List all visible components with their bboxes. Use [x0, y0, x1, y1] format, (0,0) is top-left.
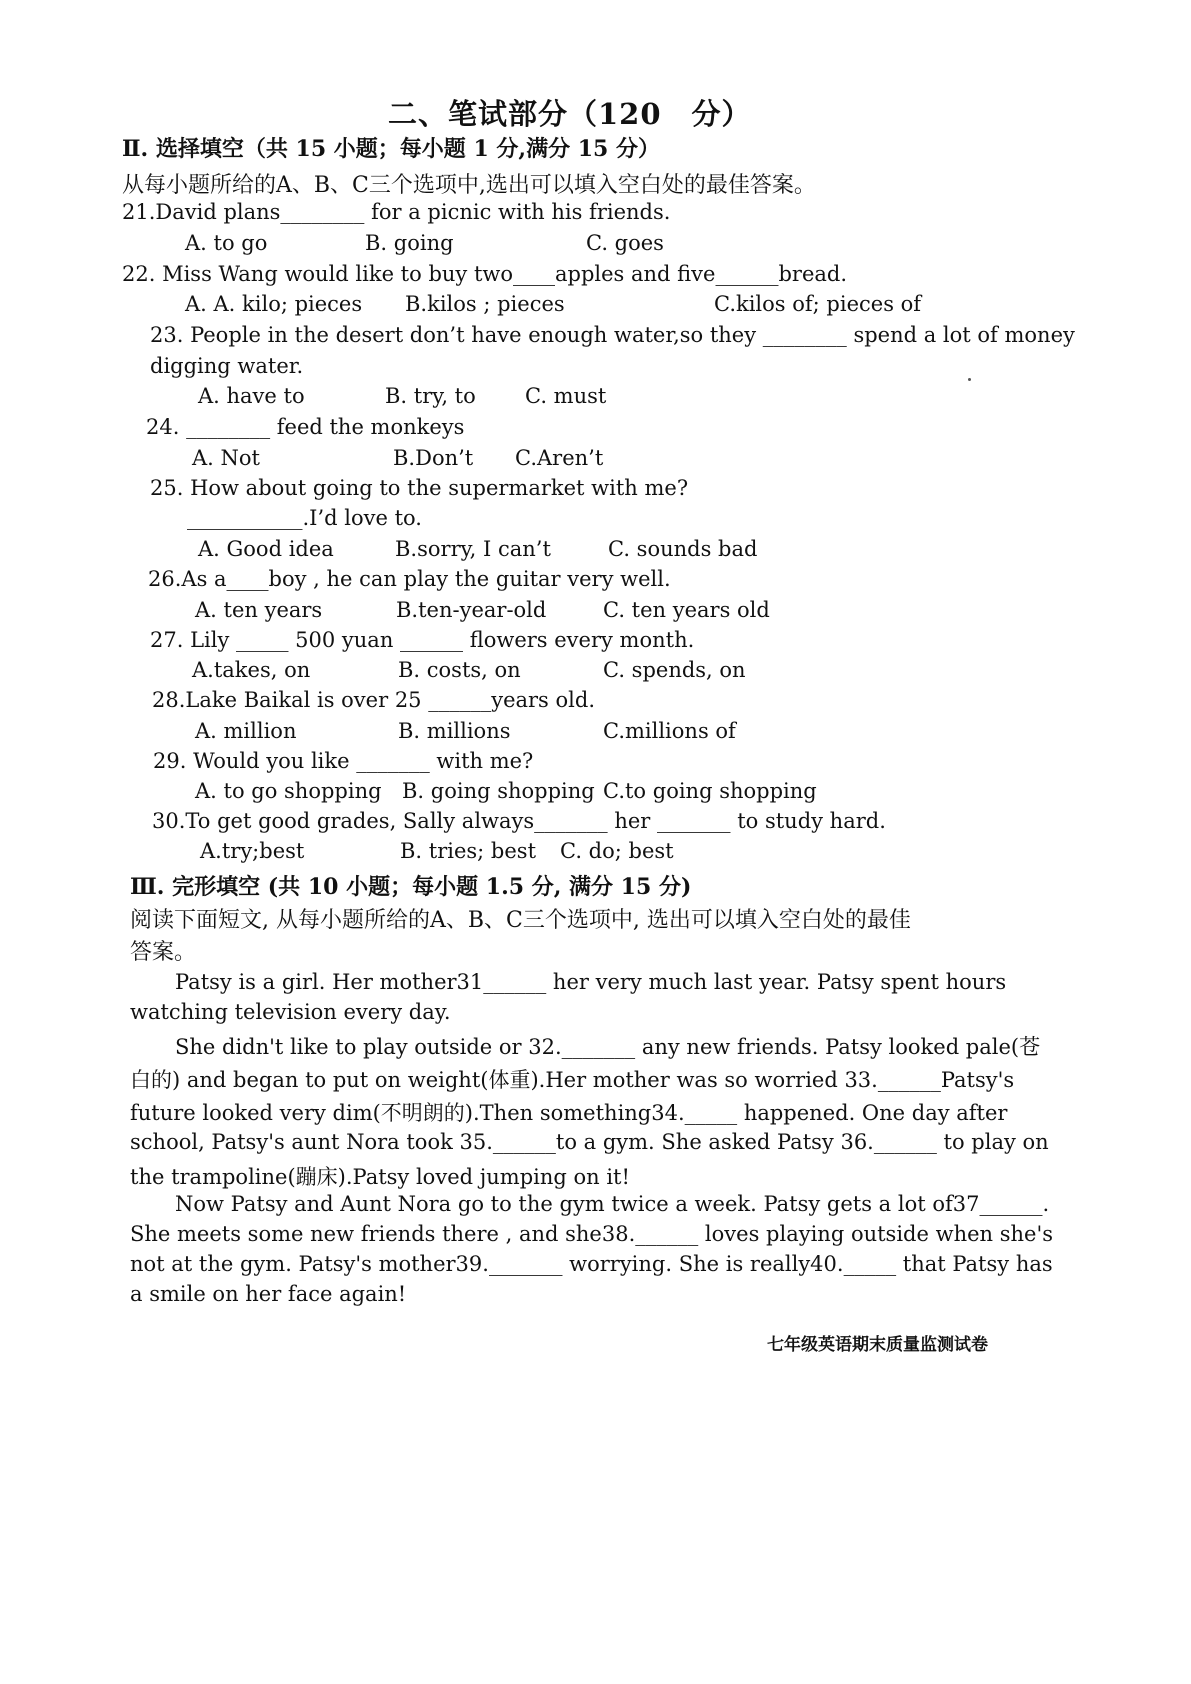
question-21-stem: 21.David plans________ for a picnic with his friends.	[122, 200, 671, 224]
passage-line-7: the trampoline(蹦床).Patsy loved jumping on it!	[130, 1165, 630, 1189]
question-25-option-b: B.sorry, I can’t	[395, 537, 551, 561]
question-26-option-c: C. ten years old	[603, 598, 770, 622]
question-28-stem: 28.Lake Baikal is over 25 ______years old.	[152, 688, 595, 712]
passage-line-3: She didn't like to play outside or 32._______ any new friends. Patsy looked pale(苍	[175, 1035, 1041, 1059]
page-title: 二、笔试部分（120 分）	[388, 97, 752, 131]
question-22-option-b: B.kilos ; pieces	[405, 292, 565, 316]
question-24-option-b: B.Don’t	[393, 446, 474, 470]
question-24-stem: 24. ________ feed the monkeys	[146, 415, 465, 439]
question-21-option-c: C. goes	[586, 231, 664, 255]
question-28-option-b: B. millions	[398, 719, 511, 743]
question-22-stem: 22. Miss Wang would like to buy two____apples and five______bread.	[122, 262, 848, 286]
question-27-option-c: C. spends, on	[603, 658, 746, 682]
question-29-stem: 29. Would you like _______ with me?	[153, 749, 534, 773]
question-25-option-c: C. sounds bad	[608, 537, 758, 561]
passage-line-8: Now Patsy and Aunt Nora go to the gym twice a week. Patsy gets a lot of37______.	[175, 1192, 1050, 1216]
question-23-option-b: B. try, to	[385, 384, 476, 408]
question-21-option-b: B. going	[365, 231, 454, 255]
passage-line-4: 白的) and began to put on weight(体重).Her mother was so worried 33.______Patsy's	[130, 1068, 1015, 1092]
question-22-option-a: A. A. kilo; pieces	[185, 292, 363, 316]
section-3-instruction-line-2: 答案。	[130, 940, 197, 965]
question-28-option-c: C.millions of	[603, 719, 736, 743]
question-24-option-c: C.Aren’t	[515, 446, 604, 470]
question-23-option-c: C. must	[525, 384, 607, 408]
question-23-stem: 23. People in the desert don’t have enough water,so they ________ spend a lot of money	[150, 323, 1075, 347]
question-27-option-b: B. costs, on	[398, 658, 521, 682]
question-30-option-b: B. tries; best	[400, 839, 537, 863]
passage-line-2: watching television every day.	[130, 1000, 451, 1024]
question-23-option-a: A. have to	[198, 384, 305, 408]
question-25-stem: 25. How about going to the supermarket with me?	[150, 476, 689, 500]
question-30-stem: 30.To get good grades, Sally always_______ her _______ to study hard.	[152, 809, 886, 833]
question-26-option-a: A. ten years	[195, 598, 323, 622]
passage-line-9: She meets some new friends there , and she38.______ loves playing outside when she's	[130, 1222, 1053, 1246]
question-22-option-c: C.kilos of; pieces of	[714, 292, 922, 316]
passage-line-6: school, Patsy's aunt Nora took 35.______to a gym. She asked Patsy 36.______ to play on	[130, 1130, 1049, 1154]
question-29-option-b: B. going shopping	[402, 779, 595, 803]
section-2-instruction: 从每小题所给的A、B、C三个选项中,选出可以填入空白处的最佳答案。	[122, 173, 816, 198]
question-23-stem-continued: digging water.	[150, 354, 304, 378]
question-21-option-a: A. to go	[185, 231, 268, 255]
passage-line-1: Patsy is a girl. Her mother31______ her very much last year. Patsy spent hours	[175, 970, 1007, 994]
scan-speck	[968, 378, 971, 381]
passage-line-10: not at the gym. Patsy's mother39._______ worrying. She is really40._____ that Patsy has	[130, 1252, 1053, 1276]
question-25-stem-continued: ___________.I’d love to.	[187, 506, 422, 530]
question-28-option-a: A. million	[195, 719, 297, 743]
question-29-option-a: A. to go shopping	[195, 779, 382, 803]
question-24-option-a: A. Not	[192, 446, 260, 470]
question-30-option-c: C. do; best	[560, 839, 674, 863]
section-3-heading: Ⅲ. 完形填空 (共 10 小题；每小题 1.5 分, 满分 15 分)	[130, 874, 692, 900]
question-30-option-a: A.try;best	[200, 839, 305, 863]
footer-exam-name: 七年级英语期末质量监测试卷	[767, 1335, 988, 1355]
question-27-option-a: A.takes, on	[192, 658, 311, 682]
question-26-option-b: B.ten-year-old	[396, 598, 547, 622]
question-26-stem: 26.As a____boy , he can play the guitar very well.	[148, 567, 671, 591]
passage-line-5: future looked very dim(不明朗的).Then something34._____ happened. One day after	[130, 1101, 1008, 1125]
question-27-stem: 27. Lily _____ 500 yuan ______ flowers every month.	[150, 628, 695, 652]
section-2-heading: Ⅱ. 选择填空（共 15 小题；每小题 1 分,满分 15 分）	[122, 136, 661, 162]
question-29-option-c: C.to going shopping	[603, 779, 817, 803]
section-3-instruction-line-1: 阅读下面短文, 从每小题所给的A、B、C三个选项中, 选出可以填入空白处的最佳	[130, 908, 911, 933]
passage-line-11: a smile on her face again!	[130, 1282, 407, 1306]
question-25-option-a: A. Good idea	[198, 537, 334, 561]
